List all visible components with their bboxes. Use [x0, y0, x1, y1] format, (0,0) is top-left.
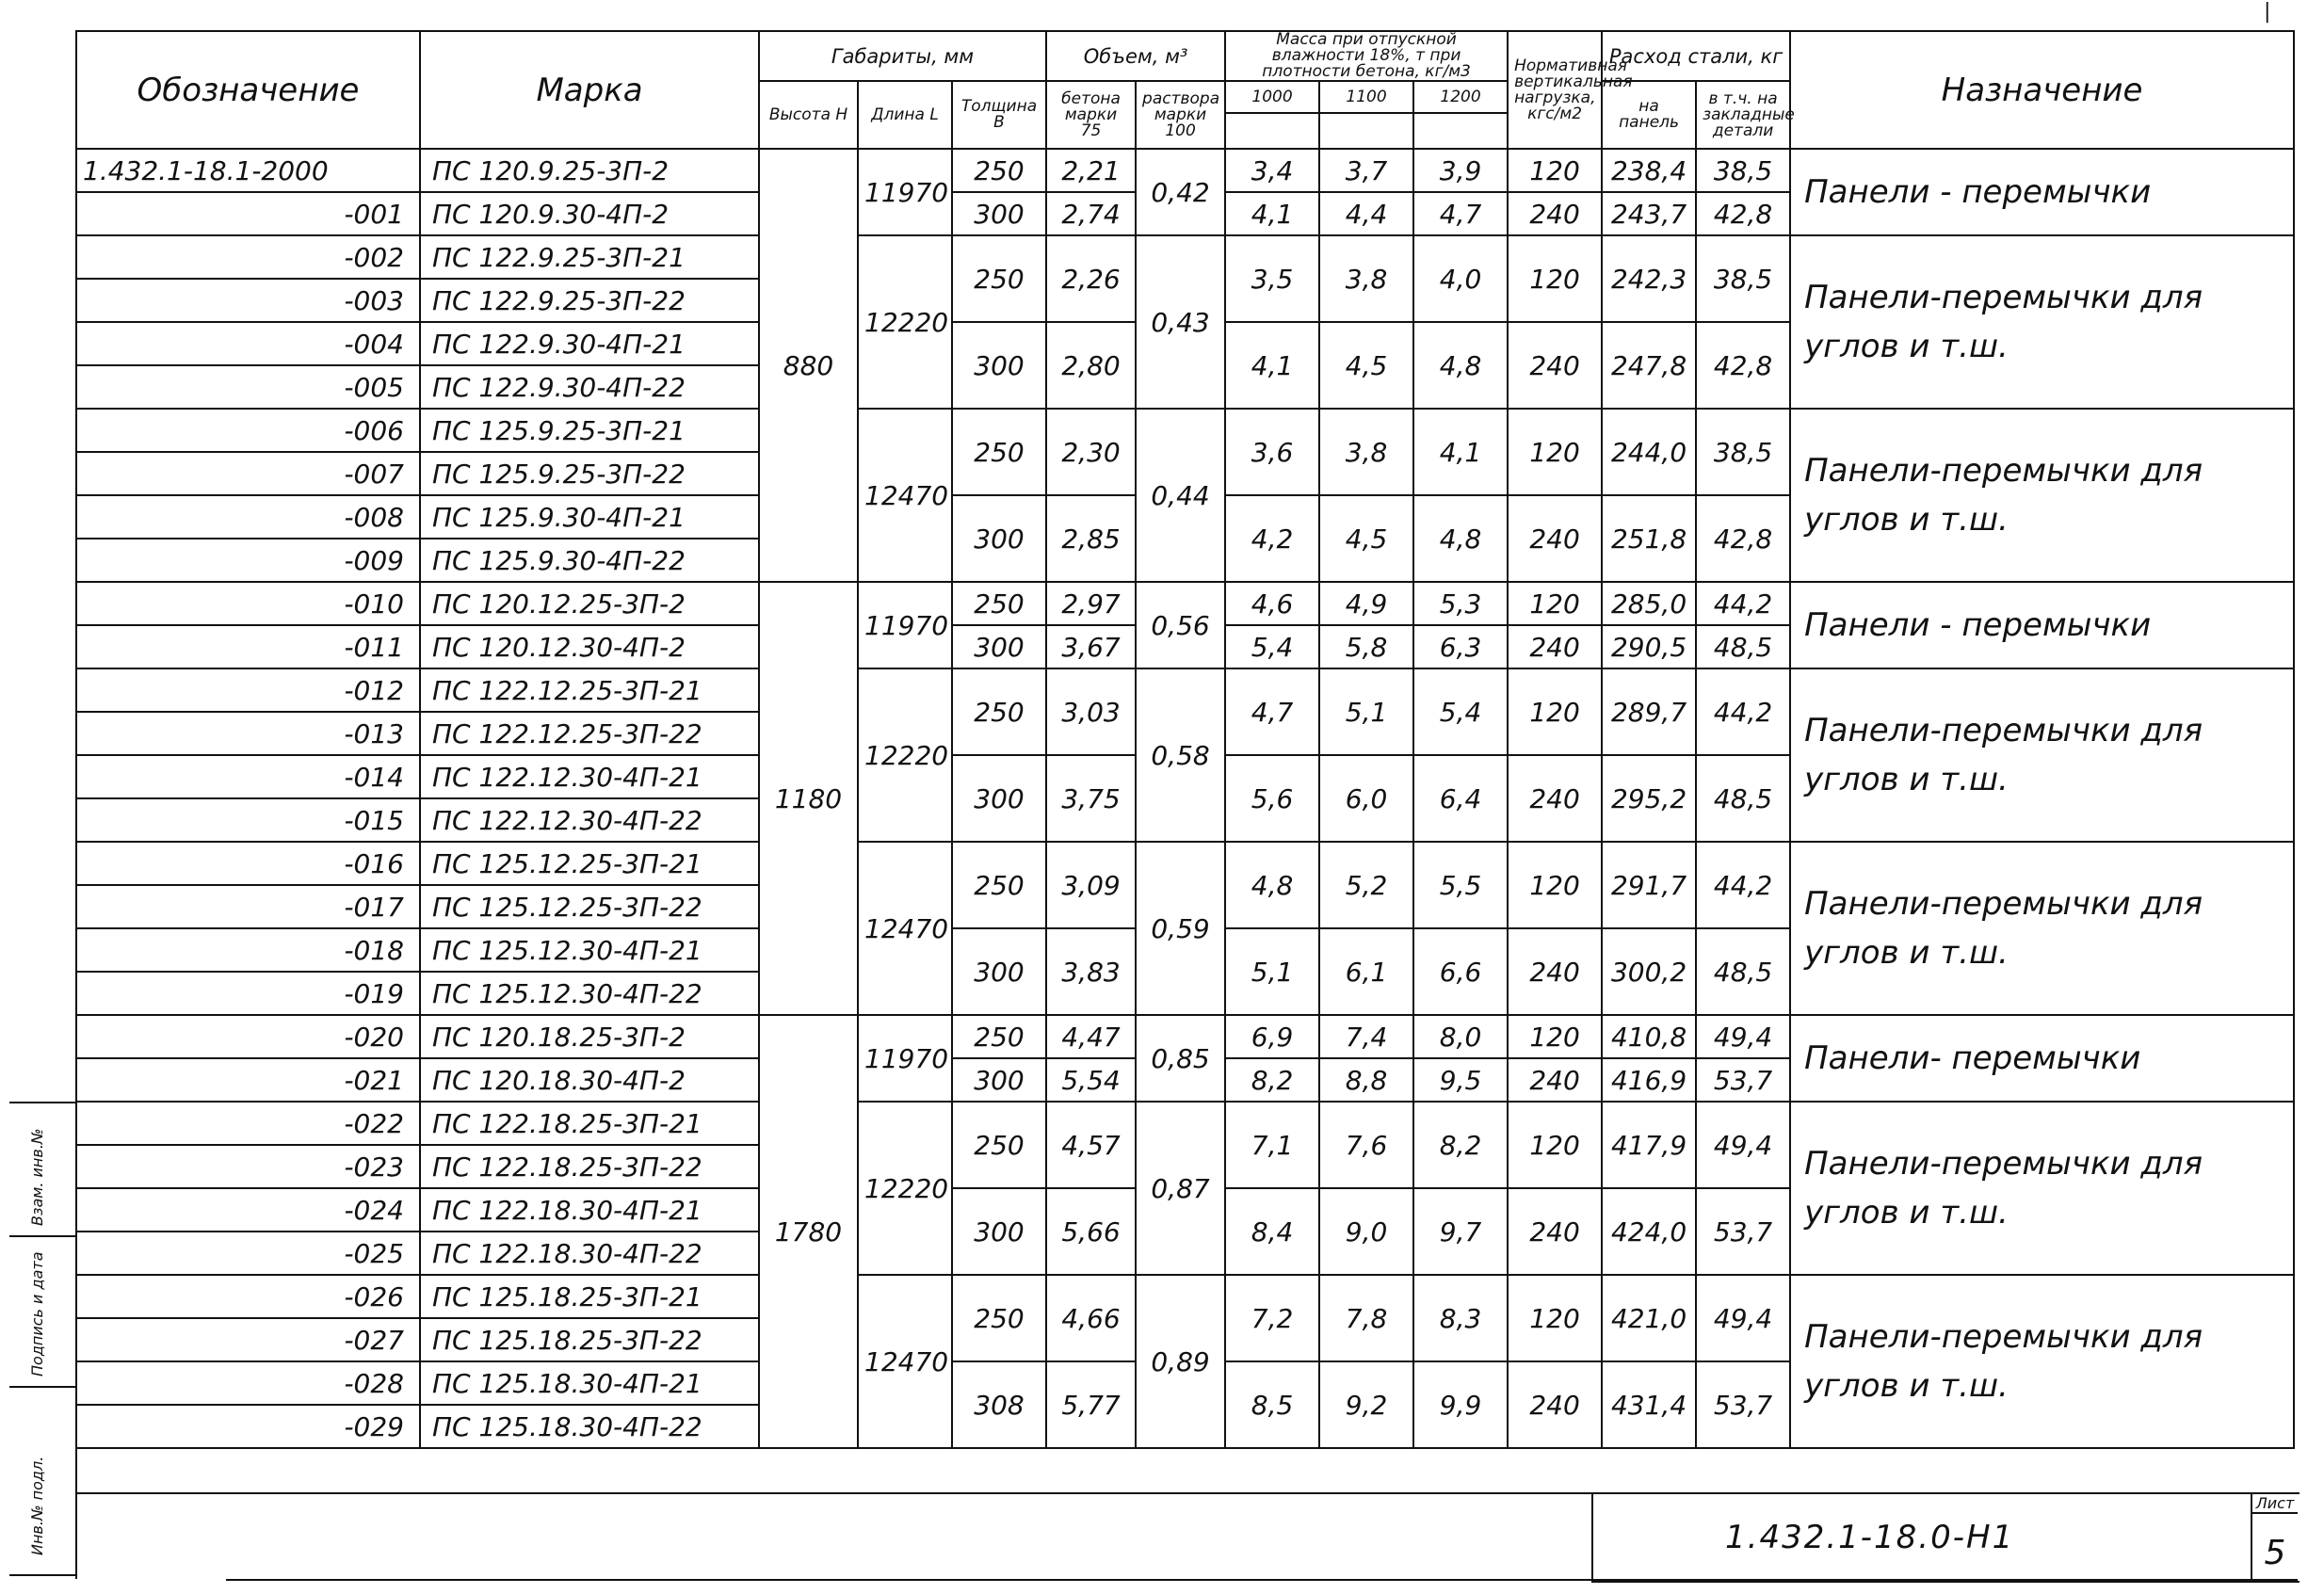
concrete-volume-cell: 4,57 [1046, 1102, 1136, 1188]
mass-1000-cell: 8,4 [1225, 1188, 1319, 1275]
mark-cell: ПС 125.9.30-4П-22 [420, 539, 759, 582]
concrete-volume-cell: 2,85 [1046, 495, 1136, 582]
designation-cell: -029 [76, 1405, 420, 1448]
table-row [76, 235, 2294, 279]
mark-cell: ПС 125.18.25-3П-22 [420, 1318, 759, 1361]
mark-cell: ПС 122.9.25-3П-21 [420, 235, 759, 279]
purpose-cell: Панели-перемычки для углов и т.ш. [1790, 235, 2294, 409]
designation-cell: -020 [76, 1015, 420, 1058]
load-cell: 240 [1508, 928, 1602, 1015]
designation-cell: -011 [76, 625, 420, 668]
length-cell: 12470 [858, 409, 952, 582]
mass-1100-cell: 5,8 [1319, 625, 1413, 668]
mark-cell: ПС 122.9.30-4П-21 [420, 322, 759, 365]
designation-cell: -027 [76, 1318, 420, 1361]
concrete-volume-cell: 3,09 [1046, 842, 1136, 928]
mass-1100-cell: 3,7 [1319, 149, 1413, 192]
concrete-volume-cell: 5,54 [1046, 1058, 1136, 1102]
embedded-steel-cell: 44,2 [1696, 842, 1790, 928]
mass-1100-cell: 9,2 [1319, 1361, 1413, 1448]
replaces-inv-label: Взам. инв.№ [28, 1128, 46, 1226]
steel-cell: 410,8 [1602, 1015, 1696, 1058]
designation-cell: -001 [76, 192, 420, 235]
designation-cell: -021 [76, 1058, 420, 1102]
designation-cell: -025 [76, 1232, 420, 1275]
table-row [76, 1102, 2294, 1145]
mark-cell: ПС 125.9.25-3П-22 [420, 452, 759, 495]
designation-cell: -003 [76, 279, 420, 322]
mark-cell: ПС 120.18.25-3П-2 [420, 1015, 759, 1058]
designation-cell: -022 [76, 1102, 420, 1145]
embedded-steel-cell: 48,5 [1696, 625, 1790, 668]
height-cell: 1780 [759, 1015, 858, 1448]
header-density-1200: 1200 [1413, 81, 1508, 113]
header-row-1 [76, 31, 2294, 81]
mark-cell: ПС 120.12.25-3П-2 [420, 582, 759, 625]
mortar-volume-cell: 0,56 [1136, 582, 1225, 668]
header-concrete: бетона марки 75 [1046, 81, 1136, 149]
table-row [76, 842, 2294, 885]
load-cell: 240 [1508, 1058, 1602, 1102]
table-row [76, 582, 2294, 625]
steel-cell: 431,4 [1602, 1361, 1696, 1448]
embedded-steel-cell: 42,8 [1696, 322, 1790, 409]
mark-cell: ПС 120.18.30-4П-2 [420, 1058, 759, 1102]
embedded-steel-cell: 44,2 [1696, 582, 1790, 625]
thickness-cell: 250 [952, 149, 1046, 192]
header-load: Нормативная вертикальная нагрузка, кгс/м2 [1508, 31, 1602, 149]
designation-cell: -005 [76, 365, 420, 409]
mass-1100-cell: 4,4 [1319, 192, 1413, 235]
mass-1100-cell: 4,5 [1319, 495, 1413, 582]
load-cell: 120 [1508, 842, 1602, 928]
designation-cell: -002 [76, 235, 420, 279]
header-length: Длина L [858, 81, 952, 149]
steel-cell: 247,8 [1602, 322, 1696, 409]
mark-cell: ПС 125.9.25-3П-21 [420, 409, 759, 452]
steel-cell: 424,0 [1602, 1188, 1696, 1275]
embedded-steel-cell: 53,7 [1696, 1058, 1790, 1102]
mark-cell: ПС 122.12.30-4П-22 [420, 798, 759, 842]
mass-1000-cell: 4,8 [1225, 842, 1319, 928]
mass-1200-cell: 6,3 [1413, 625, 1508, 668]
frame-left-line [75, 1464, 77, 1579]
header-steel-panel: на панель [1602, 81, 1696, 149]
load-cell: 120 [1508, 235, 1602, 322]
thickness-cell: 300 [952, 192, 1046, 235]
length-cell: 12220 [858, 235, 952, 409]
embedded-steel-cell: 38,5 [1696, 235, 1790, 322]
load-cell: 240 [1508, 1361, 1602, 1448]
steel-cell: 417,9 [1602, 1102, 1696, 1188]
length-cell: 12470 [858, 842, 952, 1015]
mark-cell: ПС 122.18.25-3П-22 [420, 1145, 759, 1188]
thickness-cell: 250 [952, 409, 1046, 495]
thickness-cell: 250 [952, 1102, 1046, 1188]
mass-1200-cell: 8,0 [1413, 1015, 1508, 1058]
purpose-cell: Панели- перемычки [1790, 1015, 2294, 1102]
mass-1000-cell: 3,5 [1225, 235, 1319, 322]
purpose-cell: Панели-перемычки для углов и т.ш. [1790, 409, 2294, 582]
designation-cell: -015 [76, 798, 420, 842]
thickness-cell: 300 [952, 1058, 1046, 1102]
mass-1000-cell: 5,1 [1225, 928, 1319, 1015]
concrete-volume-cell: 3,67 [1046, 625, 1136, 668]
mark-cell: ПС 122.12.25-3П-21 [420, 668, 759, 712]
mark-cell: ПС 122.18.25-3П-21 [420, 1102, 759, 1145]
concrete-volume-cell: 3,83 [1046, 928, 1136, 1015]
mass-1000-cell: 5,4 [1225, 625, 1319, 668]
mass-1000-cell: 3,6 [1225, 409, 1319, 495]
mass-1000-cell: 4,1 [1225, 322, 1319, 409]
concrete-volume-cell: 4,66 [1046, 1275, 1136, 1361]
designation-cell: -008 [76, 495, 420, 539]
load-cell: 240 [1508, 192, 1602, 235]
header-steel: Расход стали, кг [1602, 31, 1790, 81]
steel-cell: 243,7 [1602, 192, 1696, 235]
designation-cell: -012 [76, 668, 420, 712]
load-cell: 240 [1508, 1188, 1602, 1275]
mass-1200-cell: 5,5 [1413, 842, 1508, 928]
mark-cell: ПС 120.12.30-4П-2 [420, 625, 759, 668]
mass-1200-cell: 4,8 [1413, 322, 1508, 409]
header-mass: Масса при отпускной влажности 18%, т при плотности бетона, кг/м3 [1225, 31, 1508, 81]
steel-cell: 291,7 [1602, 842, 1696, 928]
mortar-volume-cell: 0,85 [1136, 1015, 1225, 1102]
frame-divider [75, 1492, 1593, 1494]
concrete-volume-cell: 4,47 [1046, 1015, 1136, 1058]
purpose-cell: Панели-перемычки для углов и т.ш. [1790, 842, 2294, 1015]
document-code: 1.432.1-18.0-Н1 [1725, 1519, 2015, 1556]
concrete-volume-cell: 2,26 [1046, 235, 1136, 322]
header-volume: Объем, м³ [1046, 31, 1225, 81]
designation-cell: -010 [76, 582, 420, 625]
embedded-steel-cell: 49,4 [1696, 1102, 1790, 1188]
thickness-cell: 250 [952, 1015, 1046, 1058]
load-cell: 240 [1508, 322, 1602, 409]
concrete-volume-cell: 3,75 [1046, 755, 1136, 842]
header-mortar: раствора марки 100 [1136, 81, 1225, 149]
load-cell: 120 [1508, 668, 1602, 755]
mass-1100-cell: 3,8 [1319, 235, 1413, 322]
mark-cell: ПС 125.18.30-4П-22 [420, 1405, 759, 1448]
mass-1000-cell: 7,1 [1225, 1102, 1319, 1188]
mass-1100-cell: 8,8 [1319, 1058, 1413, 1102]
mass-1000-cell: 4,1 [1225, 192, 1319, 235]
mass-1200-cell: 6,6 [1413, 928, 1508, 1015]
steel-cell: 242,3 [1602, 235, 1696, 322]
header-density-1000: 1000 [1225, 81, 1319, 113]
designation-cell: -018 [76, 928, 420, 972]
mass-1100-cell: 7,4 [1319, 1015, 1413, 1058]
load-cell: 120 [1508, 582, 1602, 625]
mark-cell: ПС 125.18.25-3П-21 [420, 1275, 759, 1318]
designation-cell: -004 [76, 322, 420, 365]
mass-1200-cell: 4,0 [1413, 235, 1508, 322]
thickness-cell: 308 [952, 1361, 1046, 1448]
steel-cell: 244,0 [1602, 409, 1696, 495]
thickness-cell: 300 [952, 495, 1046, 582]
corner-mark: | [2264, 0, 2271, 24]
mass-1100-cell: 6,0 [1319, 755, 1413, 842]
embedded-steel-cell: 49,4 [1696, 1015, 1790, 1058]
sheet-number: 5 [2264, 1534, 2286, 1572]
mark-cell: ПС 125.18.30-4П-21 [420, 1361, 759, 1405]
mark-cell: ПС 122.12.25-3П-22 [420, 712, 759, 755]
title-block [1591, 1492, 2300, 1583]
mortar-volume-cell: 0,43 [1136, 235, 1225, 409]
steel-cell: 251,8 [1602, 495, 1696, 582]
header-steel-embedded: в т.ч. на закладные детали [1696, 81, 1790, 149]
thickness-cell: 300 [952, 625, 1046, 668]
length-cell: 11970 [858, 1015, 952, 1102]
concrete-volume-cell: 2,30 [1046, 409, 1136, 495]
concrete-volume-cell: 2,97 [1046, 582, 1136, 625]
designation-cell: -013 [76, 712, 420, 755]
mass-1200-cell: 4,8 [1413, 495, 1508, 582]
designation-cell: -006 [76, 409, 420, 452]
mark-cell: ПС 125.12.30-4П-22 [420, 972, 759, 1015]
concrete-volume-cell: 3,03 [1046, 668, 1136, 755]
table-row [76, 1275, 2294, 1318]
designation-cell: 1.432.1-18.1-2000 [76, 149, 420, 192]
mass-1000-cell: 4,2 [1225, 495, 1319, 582]
steel-cell: 300,2 [1602, 928, 1696, 1015]
embedded-steel-cell: 42,8 [1696, 192, 1790, 235]
steel-cell: 290,5 [1602, 625, 1696, 668]
concrete-volume-cell: 5,66 [1046, 1188, 1136, 1275]
mass-1100-cell: 4,5 [1319, 322, 1413, 409]
mark-cell: ПС 120.9.30-4П-2 [420, 192, 759, 235]
steel-cell: 238,4 [1602, 149, 1696, 192]
length-cell: 11970 [858, 582, 952, 668]
mortar-volume-cell: 0,44 [1136, 409, 1225, 582]
mark-cell: ПС 122.18.30-4П-22 [420, 1232, 759, 1275]
mortar-volume-cell: 0,59 [1136, 842, 1225, 1015]
header-purpose: Назначение [1790, 31, 2294, 149]
concrete-volume-cell: 2,80 [1046, 322, 1136, 409]
signature-date-label: Подпись и дата [28, 1251, 46, 1377]
mark-cell: ПС 125.9.30-4П-21 [420, 495, 759, 539]
embedded-steel-cell: 49,4 [1696, 1275, 1790, 1361]
height-cell: 1180 [759, 582, 858, 1015]
concrete-volume-cell: 5,77 [1046, 1361, 1136, 1448]
mass-1200-cell: 8,2 [1413, 1102, 1508, 1188]
mass-1100-cell: 5,2 [1319, 842, 1413, 928]
mass-1100-cell: 3,8 [1319, 409, 1413, 495]
mass-1200-cell: 4,1 [1413, 409, 1508, 495]
thickness-cell: 300 [952, 755, 1046, 842]
concrete-volume-cell: 2,74 [1046, 192, 1136, 235]
header-mark: Марка [420, 31, 759, 149]
mass-1100-cell: 4,9 [1319, 582, 1413, 625]
mass-1200-cell: 5,3 [1413, 582, 1508, 625]
load-cell: 120 [1508, 149, 1602, 192]
embedded-steel-cell: 44,2 [1696, 668, 1790, 755]
mark-cell: ПС 122.9.25-3П-22 [420, 279, 759, 322]
thickness-cell: 250 [952, 235, 1046, 322]
mass-1000-cell: 4,6 [1225, 582, 1319, 625]
mass-1100-cell: 9,0 [1319, 1188, 1413, 1275]
header-thickness: Толщина В [952, 81, 1046, 149]
mass-1100-cell: 5,1 [1319, 668, 1413, 755]
mass-1000-cell: 4,7 [1225, 668, 1319, 755]
mark-cell: ПС 122.18.30-4П-21 [420, 1188, 759, 1232]
sheet-number-box [2251, 1492, 2298, 1579]
mass-1200-cell: 5,4 [1413, 668, 1508, 755]
mass-1000-cell: 5,6 [1225, 755, 1319, 842]
header-height: Высота Н [759, 81, 858, 149]
height-cell: 880 [759, 149, 858, 582]
load-cell: 240 [1508, 755, 1602, 842]
sheet-label: Лист [2252, 1494, 2298, 1514]
designation-cell: -016 [76, 842, 420, 885]
mass-1000-cell: 8,5 [1225, 1361, 1319, 1448]
designation-cell: -007 [76, 452, 420, 495]
mass-1100-cell: 7,6 [1319, 1102, 1413, 1188]
mass-1200-cell: 3,9 [1413, 149, 1508, 192]
purpose-cell: Панели-перемычки для углов и т.ш. [1790, 668, 2294, 842]
thickness-cell: 250 [952, 582, 1046, 625]
length-cell: 12470 [858, 1275, 952, 1448]
mass-1000-cell: 6,9 [1225, 1015, 1319, 1058]
designation-cell: -023 [76, 1145, 420, 1188]
purpose-cell: Панели - перемычки [1790, 582, 2294, 668]
table-row [76, 668, 2294, 712]
concrete-volume-cell: 2,21 [1046, 149, 1136, 192]
embedded-steel-cell: 38,5 [1696, 409, 1790, 495]
mass-1200-cell: 9,7 [1413, 1188, 1508, 1275]
load-cell: 120 [1508, 1102, 1602, 1188]
mass-1200-cell: 9,5 [1413, 1058, 1508, 1102]
table-row [76, 409, 2294, 452]
mark-cell: ПС 122.9.30-4П-22 [420, 365, 759, 409]
mass-1200-cell: 8,3 [1413, 1275, 1508, 1361]
embedded-steel-cell: 53,7 [1696, 1188, 1790, 1275]
mark-cell: ПС 122.12.30-4П-21 [420, 755, 759, 798]
mark-cell: ПС 125.12.30-4П-21 [420, 928, 759, 972]
load-cell: 120 [1508, 1015, 1602, 1058]
designation-cell: -009 [76, 539, 420, 582]
thickness-cell: 300 [952, 322, 1046, 409]
designation-cell: -017 [76, 885, 420, 928]
designation-cell: -019 [76, 972, 420, 1015]
embedded-steel-cell: 38,5 [1696, 149, 1790, 192]
mass-1000-cell: 8,2 [1225, 1058, 1319, 1102]
thickness-cell: 250 [952, 1275, 1046, 1361]
mass-1100-cell: 6,1 [1319, 928, 1413, 1015]
mortar-volume-cell: 0,42 [1136, 149, 1225, 235]
thickness-cell: 300 [952, 1188, 1046, 1275]
mass-1200-cell: 6,4 [1413, 755, 1508, 842]
mark-cell: ПС 120.9.25-3П-2 [420, 149, 759, 192]
steel-cell: 285,0 [1602, 582, 1696, 625]
embedded-steel-cell: 53,7 [1696, 1361, 1790, 1448]
steel-cell: 416,9 [1602, 1058, 1696, 1102]
thickness-cell: 250 [952, 668, 1046, 755]
mortar-volume-cell: 0,58 [1136, 668, 1225, 842]
designation-cell: -028 [76, 1361, 420, 1405]
load-cell: 240 [1508, 625, 1602, 668]
mass-1000-cell: 3,4 [1225, 149, 1319, 192]
designation-cell: -014 [76, 755, 420, 798]
mortar-volume-cell: 0,89 [1136, 1275, 1225, 1448]
mass-1200-cell: 4,7 [1413, 192, 1508, 235]
designation-cell: -026 [76, 1275, 420, 1318]
table-row [76, 149, 2294, 192]
thickness-cell: 300 [952, 928, 1046, 1015]
thickness-cell: 250 [952, 842, 1046, 928]
table-row [76, 1015, 2294, 1058]
header-dimensions: Габариты, мм [759, 31, 1046, 81]
load-cell: 120 [1508, 409, 1602, 495]
purpose-cell: Панели - перемычки [1790, 149, 2294, 235]
specification-table [75, 30, 2295, 1449]
mass-1100-cell: 7,8 [1319, 1275, 1413, 1361]
length-cell: 12220 [858, 1102, 952, 1275]
steel-cell: 289,7 [1602, 668, 1696, 755]
load-cell: 240 [1508, 495, 1602, 582]
embedded-steel-cell: 42,8 [1696, 495, 1790, 582]
mass-1000-cell: 7,2 [1225, 1275, 1319, 1361]
steel-cell: 295,2 [1602, 755, 1696, 842]
inv-original-label: Инв.№ подл. [28, 1456, 46, 1555]
header-density-1100: 1100 [1319, 81, 1413, 113]
mass-1200-cell: 9,9 [1413, 1361, 1508, 1448]
header-designation: Обозначение [76, 31, 420, 149]
embedded-steel-cell: 48,5 [1696, 928, 1790, 1015]
purpose-cell: Панели-перемычки для углов и т.ш. [1790, 1102, 2294, 1275]
mortar-volume-cell: 0,87 [1136, 1102, 1225, 1275]
purpose-cell: Панели-перемычки для углов и т.ш. [1790, 1275, 2294, 1448]
load-cell: 120 [1508, 1275, 1602, 1361]
mark-cell: ПС 125.12.25-3П-21 [420, 842, 759, 885]
designation-cell: -024 [76, 1188, 420, 1232]
length-cell: 12220 [858, 668, 952, 842]
steel-cell: 421,0 [1602, 1275, 1696, 1361]
length-cell: 11970 [858, 149, 952, 235]
binding-strip [9, 1102, 77, 1576]
embedded-steel-cell: 48,5 [1696, 755, 1790, 842]
mark-cell: ПС 125.12.25-3П-22 [420, 885, 759, 928]
